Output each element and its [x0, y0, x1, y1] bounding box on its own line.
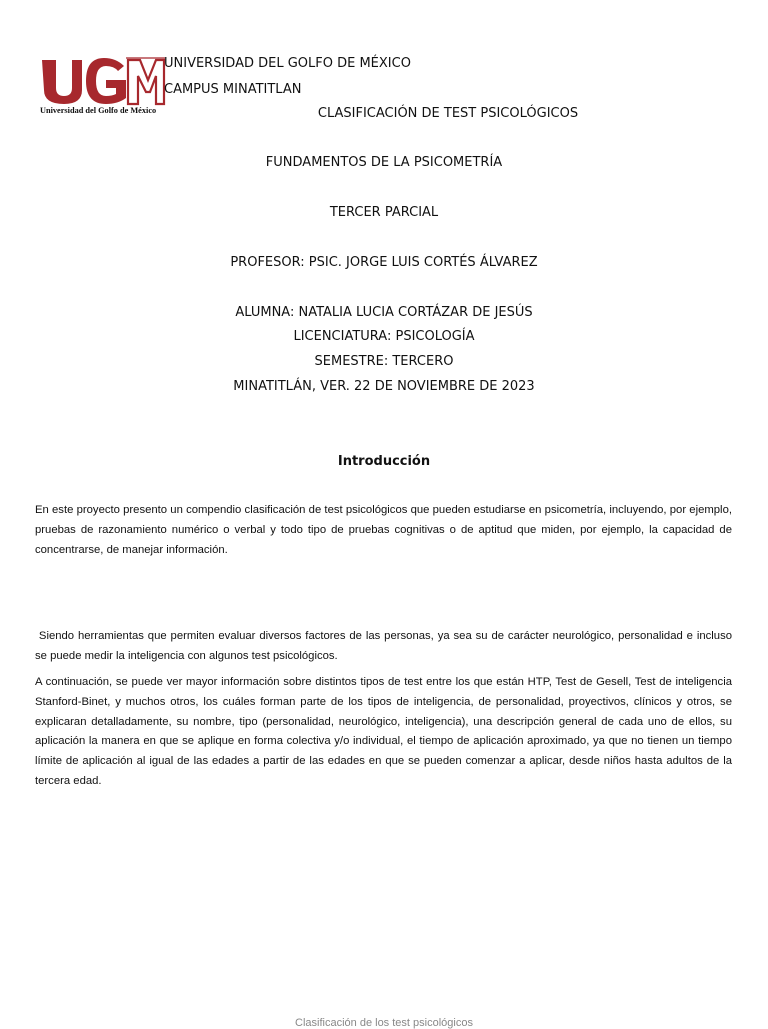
university-name: UNIVERSIDAD DEL GOLFO DE MÉXICO [164, 56, 411, 71]
logo-caption: Universidad del Golfo de México [40, 106, 157, 115]
place-date: MINATITLÁN, VER. 22 DE NOVIEMBRE DE 2023 [233, 379, 535, 394]
campus-name: CAMPUS MINATITLAN [164, 82, 302, 97]
intro-paragraph-3: A continuación, se puede ver mayor información sobre distintos tipos de test entre los que están HTP, Test de Gesell, Test de inteligencia Stanford-Binet, y muchos otros, los cuáles forman parte de los tipos de inteligencia, de personalidad, proyectivos, clínicos y otros, se explicaran detalladamente, su nombre, tipo (personalidad, neurológico, inteligencia), una descripción general de cada uno de ellos, su aplicación la manera en que se aplique en forma colectiva y/o individual, el tiempo de aplicación aproximado, ya que no tienen un tiempo límite de aplicación al igual de las edades a partir de las edades en que se pueden comenzar a aplicar, desde niños hasta adultos de la tercera edad. [35, 676, 732, 787]
professor-name: PROFESOR: PSIC. JORGE LUIS CORTÉS ÁLVAREZ [230, 255, 538, 270]
introduction-heading: Introducción [337, 454, 431, 469]
next-page-fragment: Clasificación de los test psicológicos [295, 1017, 473, 1029]
degree-name: LICENCIATURA: PSICOLOGÍA [293, 329, 475, 344]
intro-paragraph-1: En este proyecto presento un compendio clasificación de test psicológicos que pueden estudiarse en psicometría, incluyendo, por ejemplo, pruebas de razonamiento numérico o verbal y todo tipo de pruebas cognitivas o de aptitud que miden, por ejemplo, la capacidad de concentrarse, de manejar información. [35, 504, 732, 556]
semester-label: SEMESTRE: TERCERO [314, 354, 454, 369]
ugm-logo-mark [38, 54, 166, 106]
student-name: ALUMNA: NATALIA LUCIA CORTÁZAR DE JESÚS [235, 305, 533, 320]
document-title: CLASIFICACIÓN DE TEST PSICOLÓGICOS [317, 106, 579, 121]
intro-paragraph-2: Siendo herramientas que permiten evaluar diversos factores de las personas, ya sea su de carácter neurológico, personalidad e incluso se puede medir la inteligencia con algunos test psicológicos. [35, 630, 736, 662]
term-label: TERCER PARCIAL [329, 205, 439, 220]
subject-name: FUNDAMENTOS DE LA PSICOMETRÍA [265, 155, 503, 170]
